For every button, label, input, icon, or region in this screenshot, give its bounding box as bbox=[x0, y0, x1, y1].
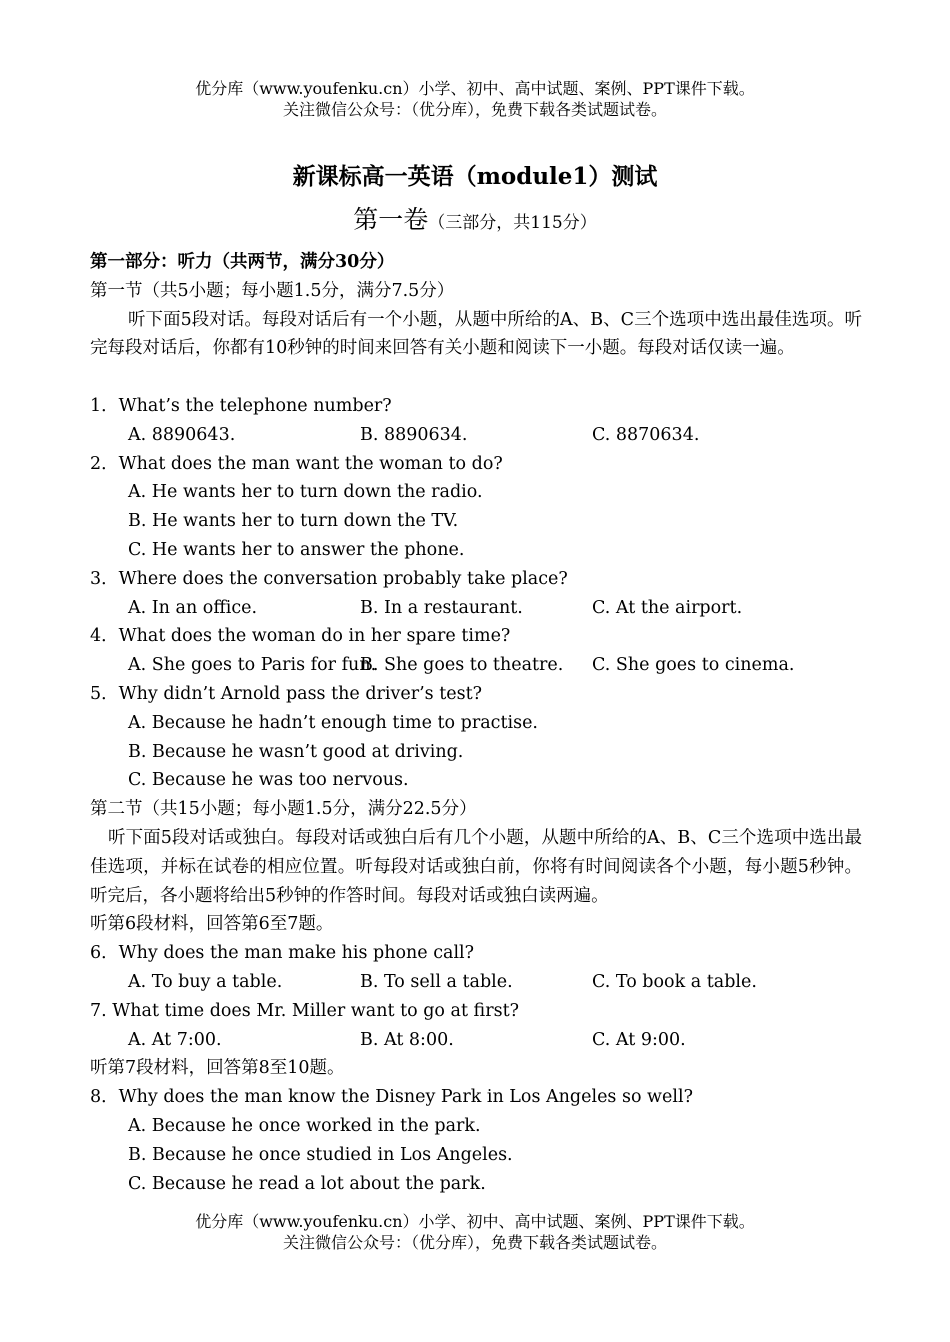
option-a: A. Because he once worked in the park. bbox=[128, 1115, 481, 1136]
question-1-stem: 1．What’s the telephone number? bbox=[90, 395, 392, 416]
question-4-stem: 4．What does the woman do in her spare time? bbox=[90, 626, 511, 647]
option-b: B. In a restaurant. bbox=[360, 597, 523, 618]
volume-main: 第一卷 bbox=[353, 205, 429, 234]
option-a: A. She goes to Paris for fun. bbox=[128, 655, 377, 676]
question-3-options bbox=[90, 594, 862, 623]
part1-heading: 第一部分：听力（共两节，满分30分） bbox=[90, 252, 395, 272]
option-c: C. He wants her to answer the phone. bbox=[128, 539, 465, 560]
option-c: C. Because he read a lot about the park. bbox=[128, 1173, 486, 1194]
option-c: C. To book a table. bbox=[592, 971, 757, 992]
option-c: C. She goes to cinema. bbox=[592, 655, 795, 676]
option-c: C. At 9:00. bbox=[592, 1029, 686, 1050]
section2-heading: 第二节（共15小题；每小题1.5分，满分22.5分） bbox=[90, 799, 477, 820]
question-7-options bbox=[90, 1026, 862, 1055]
option-b: B. 8890634. bbox=[360, 424, 468, 445]
option-a: A. In an office. bbox=[128, 597, 258, 618]
option-b: B. Because he wasn’t good at driving. bbox=[128, 741, 464, 762]
option-b: B. At 8:00. bbox=[360, 1029, 454, 1050]
option-b: B. He wants her to turn down the TV. bbox=[128, 511, 459, 532]
page-footer bbox=[0, 1211, 950, 1253]
question-5-stem: 5．Why didn’t Arnold pass the driver’s test? bbox=[90, 683, 482, 704]
material-7-note: 听第7段材料，回答第8至10题。 bbox=[90, 1058, 345, 1079]
question-7-stem: 7. What time does Mr. Miller want to go at first? bbox=[90, 1000, 519, 1021]
header-line-1: 优分库（www.youfenku.cn）小学、初中、高中试题、案例、PPT课件下载。 bbox=[195, 79, 755, 98]
footer-line-2: 关注微信公众号：（优分库），免费下载各类试题试卷。 bbox=[282, 1233, 667, 1252]
option-a: A. He wants her to turn down the radio. bbox=[128, 482, 483, 503]
option-b: B. To sell a table. bbox=[360, 971, 513, 992]
option-b: B. Because he once studied in Los Angeles. bbox=[128, 1144, 513, 1165]
question-1-options bbox=[90, 421, 862, 450]
question-6-options bbox=[90, 968, 862, 997]
page-header bbox=[0, 78, 950, 120]
option-a: A. At 7:00. bbox=[128, 1029, 222, 1050]
question-6-stem: 6．Why does the man make his phone call? bbox=[90, 943, 475, 964]
volume-note: （三部分，共115分） bbox=[428, 213, 597, 233]
question-3-stem: 3．Where does the conversation probably take place? bbox=[90, 568, 568, 589]
exam-body bbox=[90, 248, 862, 1198]
section1-instruction: 听下面5段对话。每段对话后有一个小题，从题中所给的A、B、C三个选项中选出最佳选项。听完每段对话后，你都有10秒钟的时间来回答有关小题和阅读下一小题。每段对话仅读一遍。 bbox=[90, 309, 862, 359]
question-2-stem: 2．What does the man want the woman to do? bbox=[90, 453, 503, 474]
question-8-stem: 8．Why does the man know the Disney Park in Los Angeles so well? bbox=[90, 1087, 693, 1108]
option-c: C. At the airport. bbox=[592, 597, 743, 618]
exam-title: 新课标高一英语（module1）测试 bbox=[292, 163, 658, 190]
footer-line-1: 优分库（www.youfenku.cn）小学、初中、高中试题、案例、PPT课件下载。 bbox=[195, 1212, 755, 1231]
option-a: A. To buy a table. bbox=[128, 971, 283, 992]
question-4-options bbox=[90, 651, 862, 680]
volume-heading bbox=[0, 202, 950, 241]
option-a: A. 8890643. bbox=[128, 424, 236, 445]
option-b: B. She goes to theatre. bbox=[360, 655, 564, 676]
section1-heading: 第一节（共5小题；每小题1.5分，满分7.5分） bbox=[90, 280, 455, 301]
option-c: C. 8870634. bbox=[592, 424, 700, 445]
section2-instruction: 听下面5段对话或独白。每段对话或独白后有几个小题，从题中所给的A、B、C三个选项中选出最佳选项，并标在试卷的相应位置。听每段对话或独白前，你将有时间阅读各个小题，每小题5秒钟。听完后，各小题将给出5秒钟的作答时间。每段对话或独白读两遍。 bbox=[90, 827, 862, 906]
option-c: C. Because he was too nervous. bbox=[128, 770, 409, 791]
material-6-note: 听第6段材料，回答第6至7题。 bbox=[90, 914, 334, 935]
header-line-2: 关注微信公众号：（优分库），免费下载各类试题试卷。 bbox=[282, 100, 667, 119]
option-a: A. Because he hadn’t enough time to practise. bbox=[128, 712, 538, 733]
